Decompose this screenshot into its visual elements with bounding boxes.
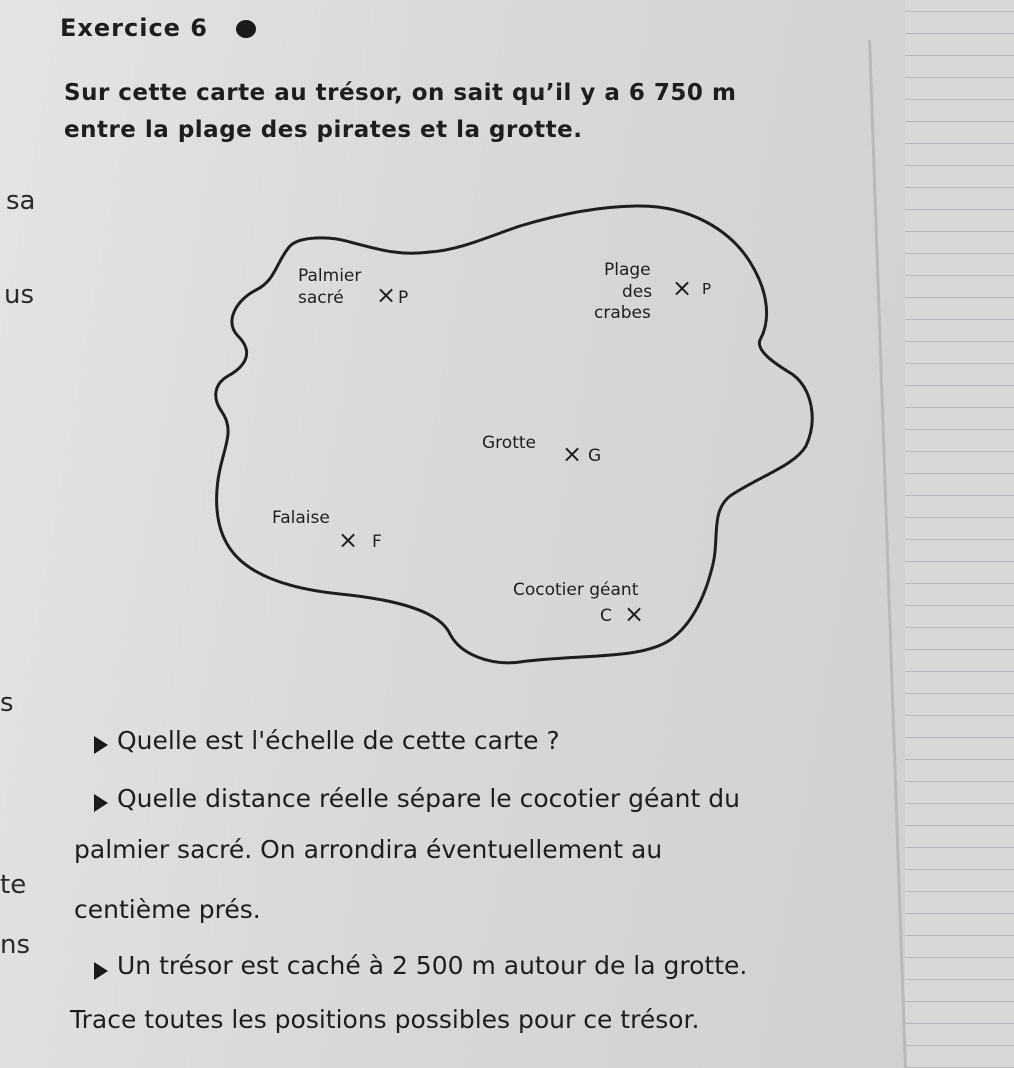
- palmier-letter: P: [398, 288, 409, 308]
- plage-letter: P: [702, 280, 712, 298]
- plage-label-2: des: [622, 282, 653, 302]
- margin-fragment: te: [0, 870, 27, 900]
- plage-cross-icon: ×: [672, 274, 693, 302]
- bullet-arrow-icon: [94, 962, 108, 980]
- cocotier-cross-icon: ×: [624, 600, 645, 628]
- question-2-line-2: palmier sacré. On arrondira éventuellement au: [74, 835, 663, 864]
- bullet-arrow-icon: [94, 794, 108, 812]
- grotte-label: Grotte: [482, 433, 536, 453]
- palmier-label-2: sacré: [298, 288, 344, 308]
- falaise-cross-icon: ×: [338, 526, 359, 554]
- falaise-letter: F: [372, 532, 382, 552]
- exercise-title: Exercice 6: [60, 14, 208, 42]
- question-3: Un trésor est caché à 2 500 m autour de la grotte.: [117, 951, 748, 980]
- intro-line-1: Sur cette carte au trésor, on sait qu’il y a 6 750 m: [64, 80, 737, 106]
- plage-label: Plage: [604, 260, 651, 280]
- intro-line-2: entre la plage des pirates et la grotte.: [64, 117, 583, 143]
- palmier-label: Palmier: [298, 266, 362, 286]
- cocotier-label: Cocotier géant: [513, 580, 639, 600]
- bullet-arrow-icon: [94, 736, 108, 754]
- falaise-label: Falaise: [272, 508, 330, 528]
- margin-fragment: sa: [6, 186, 36, 216]
- cocotier-letter: C: [600, 606, 612, 626]
- palmier-cross-icon: ×: [376, 281, 397, 309]
- margin-fragment: ns: [0, 930, 31, 960]
- grotte-letter: G: [588, 446, 602, 466]
- question-2-line-1: Quelle distance réelle sépare le cocotier géant du: [117, 784, 740, 813]
- question-2-line-3: centième prés.: [74, 895, 261, 924]
- margin-fragment: s: [0, 688, 14, 718]
- margin-fragment: us: [4, 280, 35, 310]
- grotte-cross-icon: ×: [562, 440, 583, 468]
- question-1: Quelle est l'échelle de cette carte ?: [117, 726, 560, 755]
- plage-label-3: crabes: [594, 303, 651, 323]
- question-4: Trace toutes les positions possibles pour ce trésor.: [70, 1005, 700, 1034]
